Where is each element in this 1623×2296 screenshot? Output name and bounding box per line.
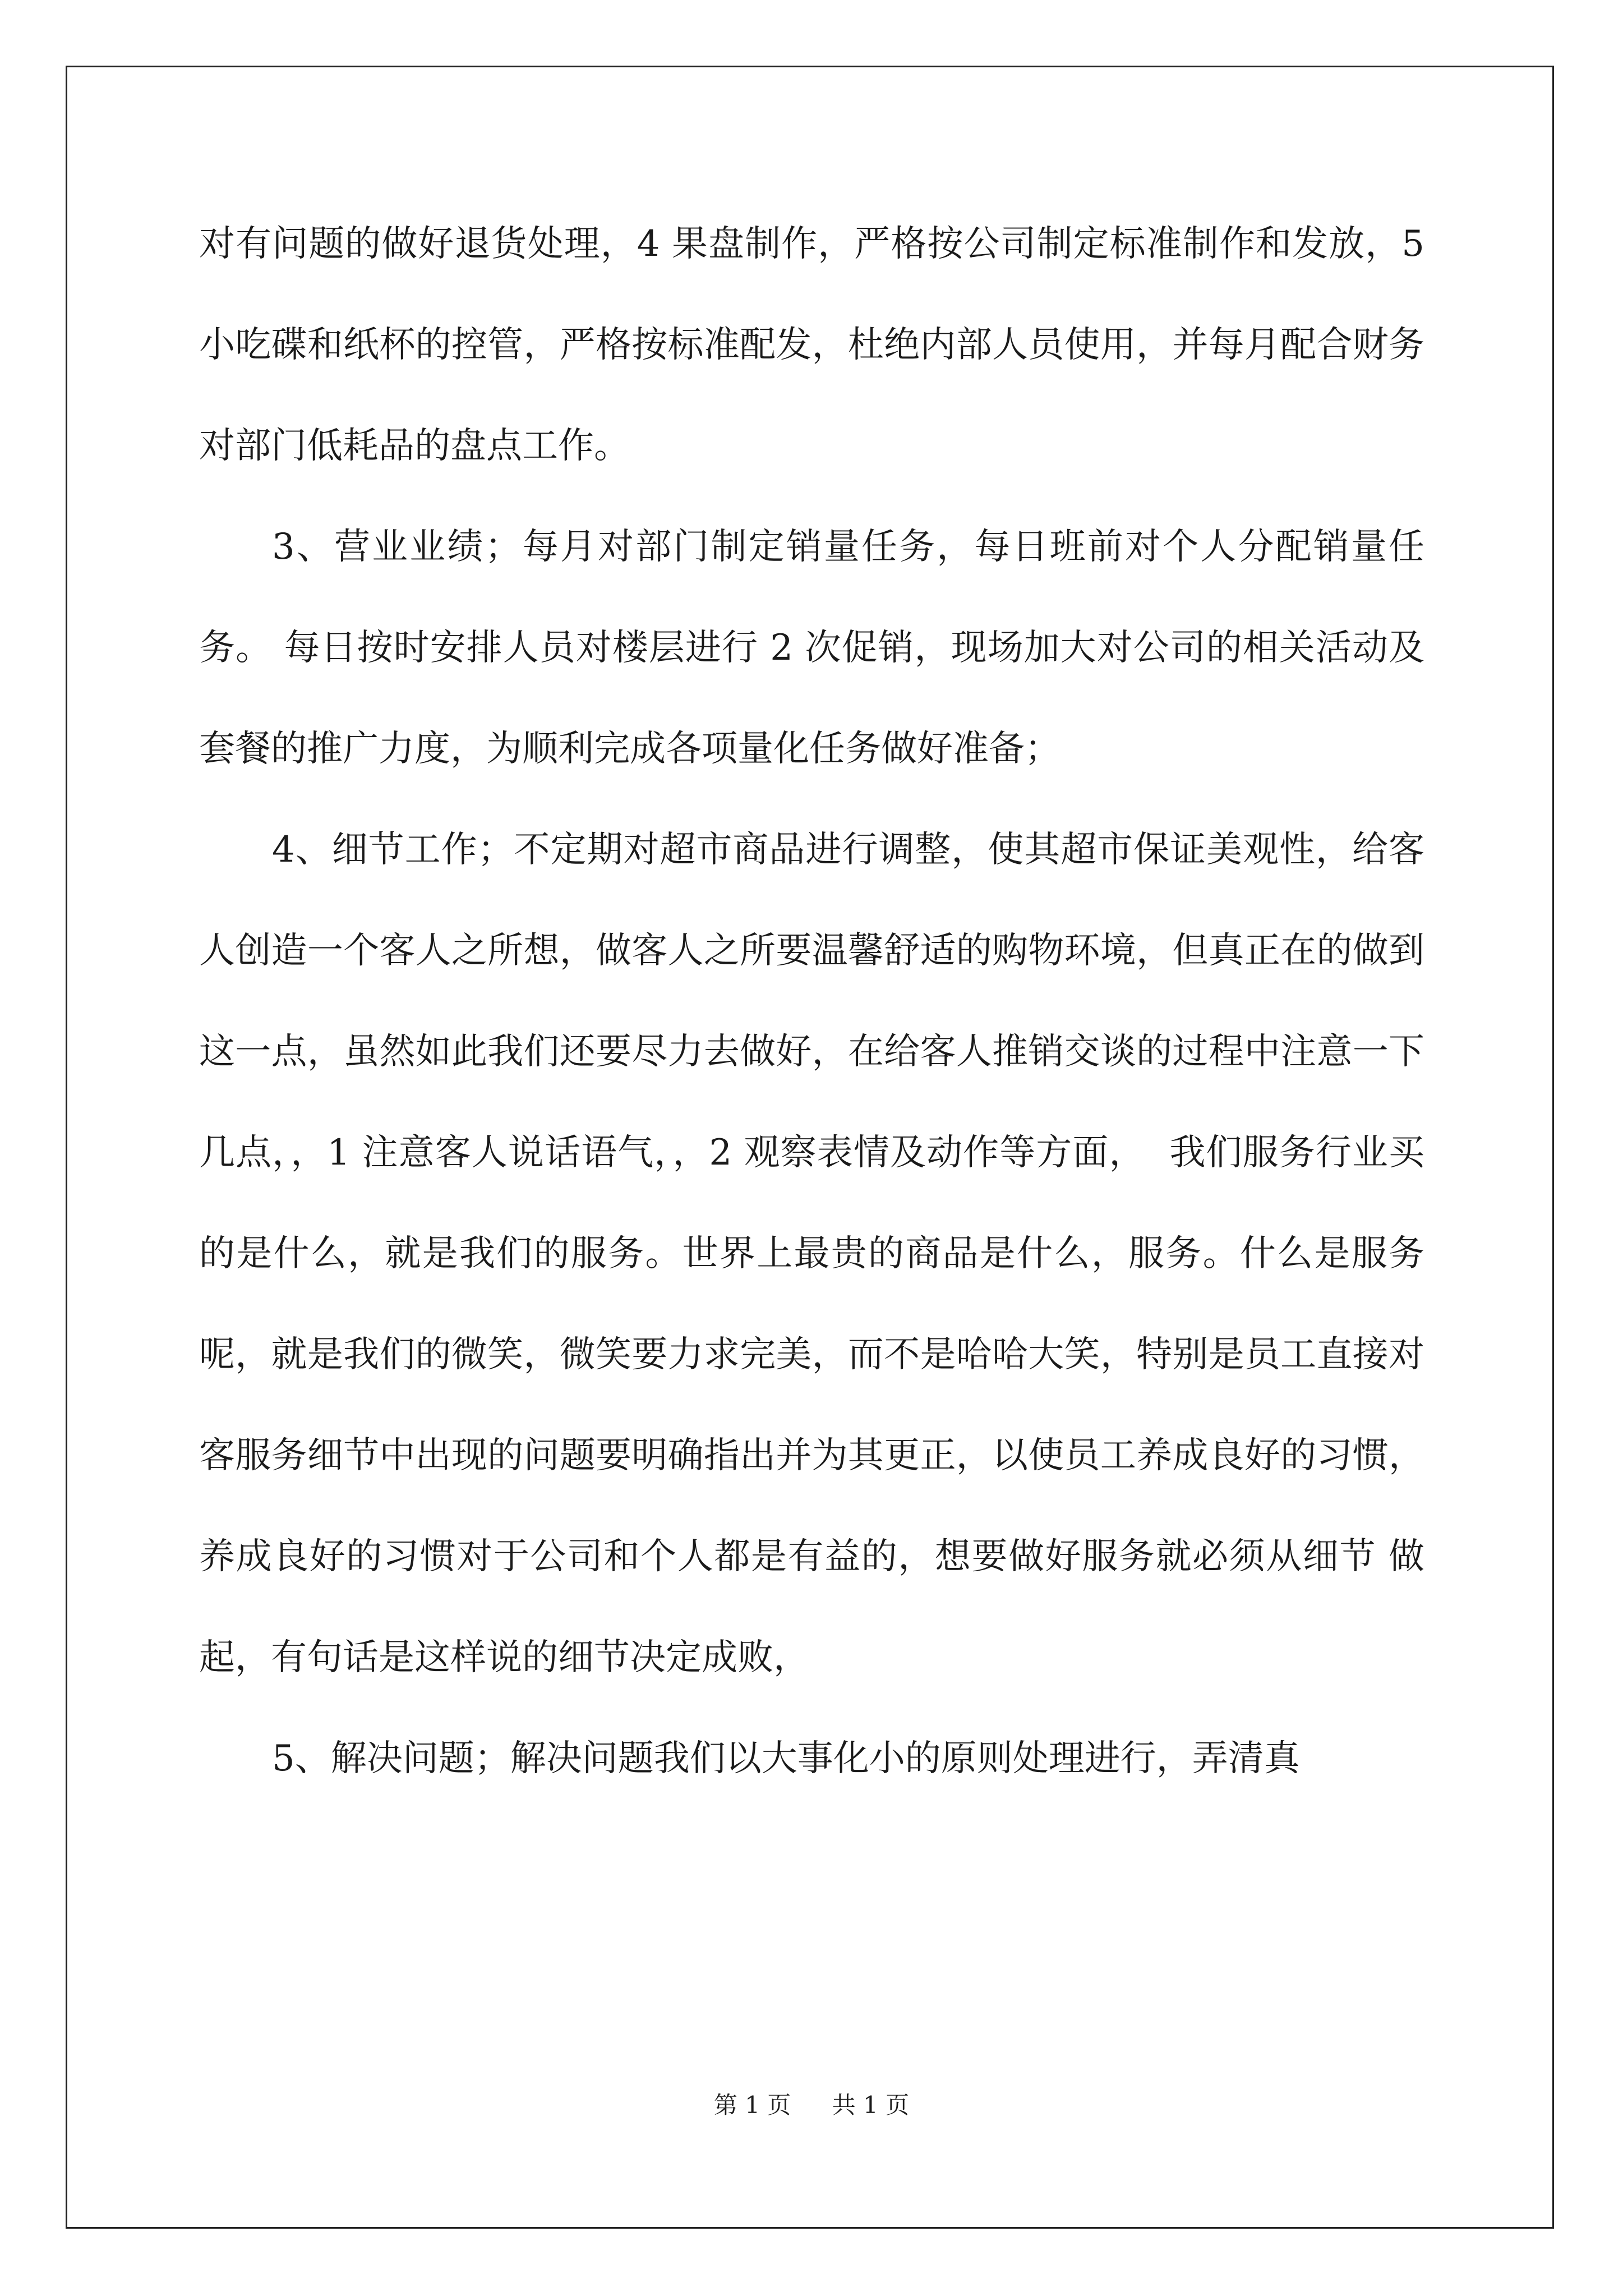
paragraph-detail-work: 4、细节工作；不定期对超市商品进行调整，使其超市保证美观性，给客人创造一个客人之所想，做客人之所要温馨舒适的购物环境，但真正在的做到这一点，虽然如此我们还要尽力去做好，在给客人推销交谈的过程中注意一下几点，，1 注意客人说话语气，，2 观察表情及动作等方面， 我们服务行业买的是什么，就是我们的服务。世界上最贵的商品是什么，服务。什么是服务呢，就是我们的微笑，微笑要力求完美，而不是哈哈大笑，特别是员工直接对客服务细节中出现的问题要明确指出并为其更正，以使员工养成良好的习惯，养成良好的习惯对于公司和个人都是有益的，想要做好服务就必须从细节 做起，有句话是这样说的细节决定成败， (199, 829, 1424, 1678)
document-body (199, 194, 1436, 1809)
paragraph-problem-solving: 5、解决问题；解决问题我们以大事化小的原则处理进行，弄清真 (272, 1738, 1300, 1779)
paragraph-continuation: 对有问题的做好退货处理，4 果盘制作，严格按公司制定标准制作和发放，5 小吃碟和纸杯的控管，严格按标准配发，杜绝内部人员使用，并每月配合财务对部门低耗品的盘点工作。 (199, 223, 1436, 467)
paragraph-sales-performance: 3、营业业绩；每月对部门制定销量任务，每日班前对个人分配销量任务。 每日按时安排人员对楼层进行 2 次促销，现场加大对公司的相关活动及套餐的推广力度，为顺利完成各项量化任务做好准备； (199, 526, 1424, 770)
page-total: 共 1 页 (832, 2091, 910, 2119)
page-footer (0, 2087, 1623, 2120)
page-number: 第 1 页 (713, 2091, 791, 2119)
